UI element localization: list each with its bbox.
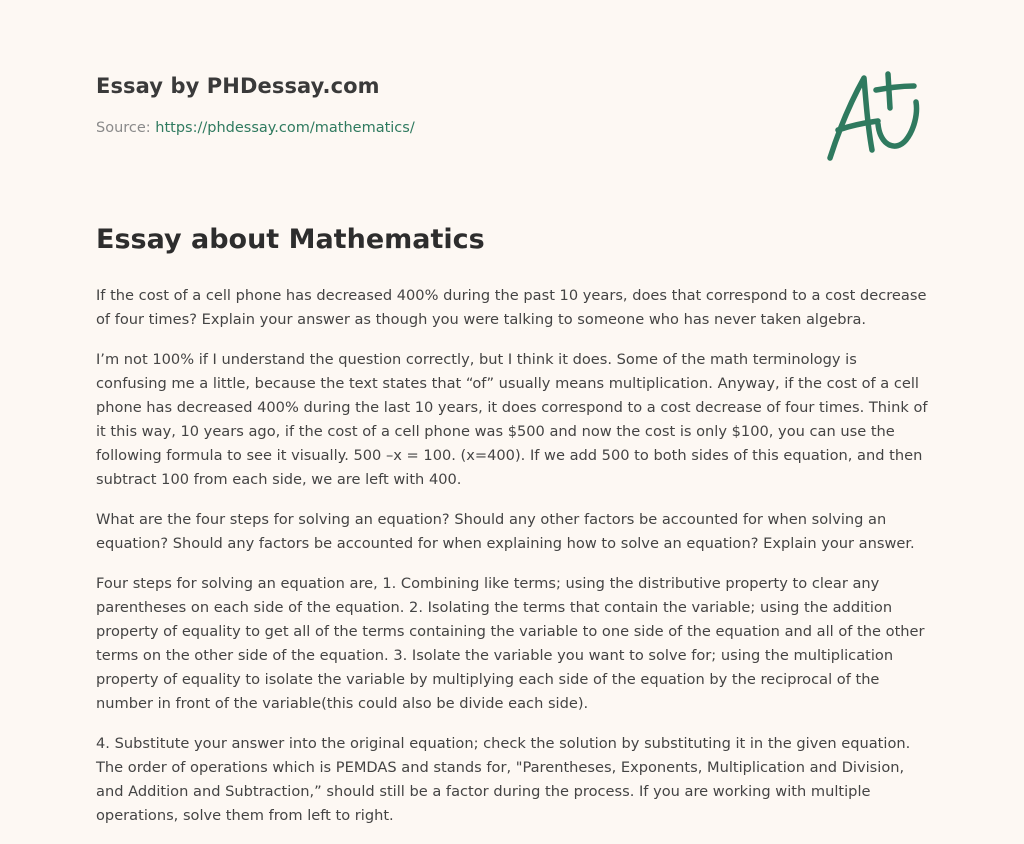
essay-paragraph: Four steps for solving an equation are, 1. Combining like terms; using the distributive property to clear any parentheses on each side of the equation. 2. Isolating the terms that contain the variable; using the addition property of equality to get all of the terms containing the variable to one side of the equation and all of the other terms on the other side of the equation. 3. Isolate the variable you want to solve for; using the multiplication property of equality to isolate the variable by multiplying each side of the equation by the reciprocal of the number in front of the variable(this could also be divide each side). <box>96 575 925 712</box>
source-link[interactable]: https://phdessay.com/mathematics/ <box>155 120 415 136</box>
essay-title: Essay about Mathematics <box>96 224 485 255</box>
source-label: Source: <box>96 120 151 136</box>
essay-body <box>96 284 932 844</box>
essay-paragraph: I’m not 100% if I understand the question correctly, but I think it does. Some of the math terminology is confusing me a little, because the text states that “of” usually means multiplication. Anyway, if the cost of a cell phone has decreased 400% during the last 10 years, it does correspond to a cost decrease of four times. Think of it this way, 10 years ago, if the cost of a cell phone was $500 and now the cost is only $100, you can use the following formula to see it visually. 500 –x = 100. (x=400). If we add 500 to both sides of this equation, and then subtract 100 from each side, we are left with 400. <box>96 351 928 488</box>
site-title: Essay by PHDessay.com <box>96 74 380 98</box>
a-plus-grade-icon <box>818 68 928 168</box>
page-header <box>96 74 796 136</box>
essay-paragraph: If the cost of a cell phone has decreased 400% during the past 10 years, does that correspond to a cost decrease of four times? Explain your answer as though you were talking to someone who has never taken algebra. <box>96 287 927 328</box>
essay-paragraph: 4. Substitute your answer into the original equation; check the solution by substituting it in the given equation. The order of operations which is PEMDAS and stands for, "Parentheses, Exponents, Multiplication and Division, and Addition and Subtraction,” should still be a factor during the process. If you are working with multiple operations, solve them from left to right. <box>96 735 911 824</box>
essay-paragraph: What are the four steps for solving an equation? Should any other factors be accounted for when solving an equation? Should any factors be accounted for when explaining how to solve an equation? Explain your answer. <box>96 511 915 552</box>
source-line <box>96 120 796 136</box>
